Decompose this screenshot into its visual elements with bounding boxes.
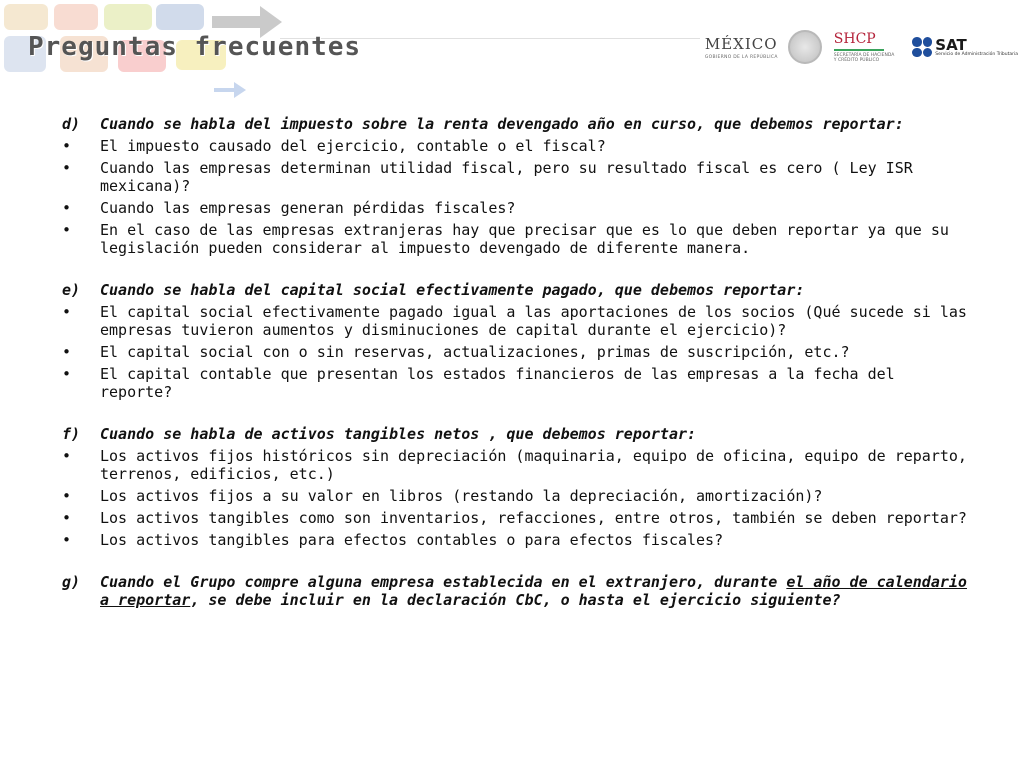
question-text: Cuando se habla del capital social efectivamente pagado, que debemos reportar: bbox=[100, 281, 805, 299]
list-item: • En el caso de las empresas extranjeras hay que precisar que es lo que deben reportar ya que su legislación pueden considerar al impuesto devengado de diferente manera. bbox=[62, 221, 949, 257]
deco-tile bbox=[4, 4, 48, 30]
question-f bbox=[62, 425, 967, 443]
logo-shcp-name: SHCP bbox=[833, 31, 876, 47]
deco-tile bbox=[104, 4, 152, 30]
header-logos bbox=[705, 22, 1018, 72]
question-label: f) bbox=[62, 425, 81, 443]
question-label: e) bbox=[62, 281, 81, 299]
logo-shcp-subtitle-1: SECRETARÍA DE HACIENDA bbox=[833, 53, 895, 58]
logo-shcp bbox=[834, 31, 895, 63]
arrow-right-icon bbox=[212, 80, 248, 100]
list-item: • El capital contable que presentan los estados financieros de las empresas a la fecha del reporte? bbox=[62, 365, 895, 401]
list-item: • Los activos fijos a su valor en libros (restando la depreciación, amortización)? bbox=[62, 487, 823, 505]
national-seal-icon bbox=[788, 30, 822, 64]
question-d bbox=[62, 115, 967, 133]
logo-sat-subtitle: Servicio de Administración Tributaria bbox=[935, 51, 1018, 57]
list-item: • Cuando las empresas generan pérdidas fiscales? bbox=[62, 199, 516, 217]
question-g bbox=[62, 573, 967, 609]
logo-mexico bbox=[705, 35, 778, 60]
question-label: g) bbox=[62, 573, 81, 591]
logo-sat bbox=[912, 37, 1018, 57]
deco-tile bbox=[156, 4, 204, 30]
underlined-phrase: el año de calendario a reportar bbox=[100, 573, 967, 609]
sat-dots-icon bbox=[912, 37, 932, 57]
deco-tile bbox=[54, 4, 98, 30]
list-item: • El impuesto causado del ejercicio, contable o el fiscal? bbox=[62, 137, 606, 155]
logo-mexico-subtitle: GOBIERNO DE LA REPÚBLICA bbox=[704, 54, 778, 60]
page-title: Preguntas frecuentes bbox=[28, 32, 362, 62]
question-text: Cuando el Grupo compre alguna empresa establecida en el extranjero, durante el año de calendario a reportar, se debe incluir en la declaración CbC, o hasta el ejercicio siguiente? bbox=[100, 573, 967, 609]
question-e bbox=[62, 281, 967, 299]
list-item: • El capital social efectivamente pagado igual a las aportaciones de los socios (Qué sucede si las empresas tuvieron aumentos y disminuciones de capital durante el ejercicio)? bbox=[62, 303, 967, 339]
logo-shcp-subtitle-2: Y CRÉDITO PÚBLICO bbox=[833, 58, 880, 63]
list-item: • Los activos tangibles para efectos contables o para efectos fiscales? bbox=[62, 531, 724, 549]
question-text: Cuando se habla de activos tangibles netos , que debemos reportar: bbox=[100, 425, 697, 443]
list-item: • Cuando las empresas determinan utilidad fiscal, pero su resultado fiscal es cero ( Ley ISR mexicana)? bbox=[62, 159, 913, 195]
list-item: • Los activos tangibles como son inventarios, refacciones, entre otros, también se deben reportar? bbox=[62, 509, 967, 527]
logo-mexico-name: MÉXICO bbox=[704, 34, 778, 53]
faq-content bbox=[62, 115, 967, 609]
logo-shcp-rule bbox=[834, 49, 884, 51]
list-item: • El capital social con o sin reservas, actualizaciones, primas de suscripción, etc.? bbox=[62, 343, 850, 361]
question-label: d) bbox=[62, 115, 81, 133]
question-text: Cuando se habla del impuesto sobre la renta devengado año en curso, que debemos reportar: bbox=[100, 115, 904, 133]
logo-sat-name: SAT bbox=[935, 35, 967, 54]
list-item: • Los activos fijos históricos sin depreciación (maquinaria, equipo de oficina, equipo de reparto, terrenos, edificios, etc.) bbox=[62, 447, 967, 483]
